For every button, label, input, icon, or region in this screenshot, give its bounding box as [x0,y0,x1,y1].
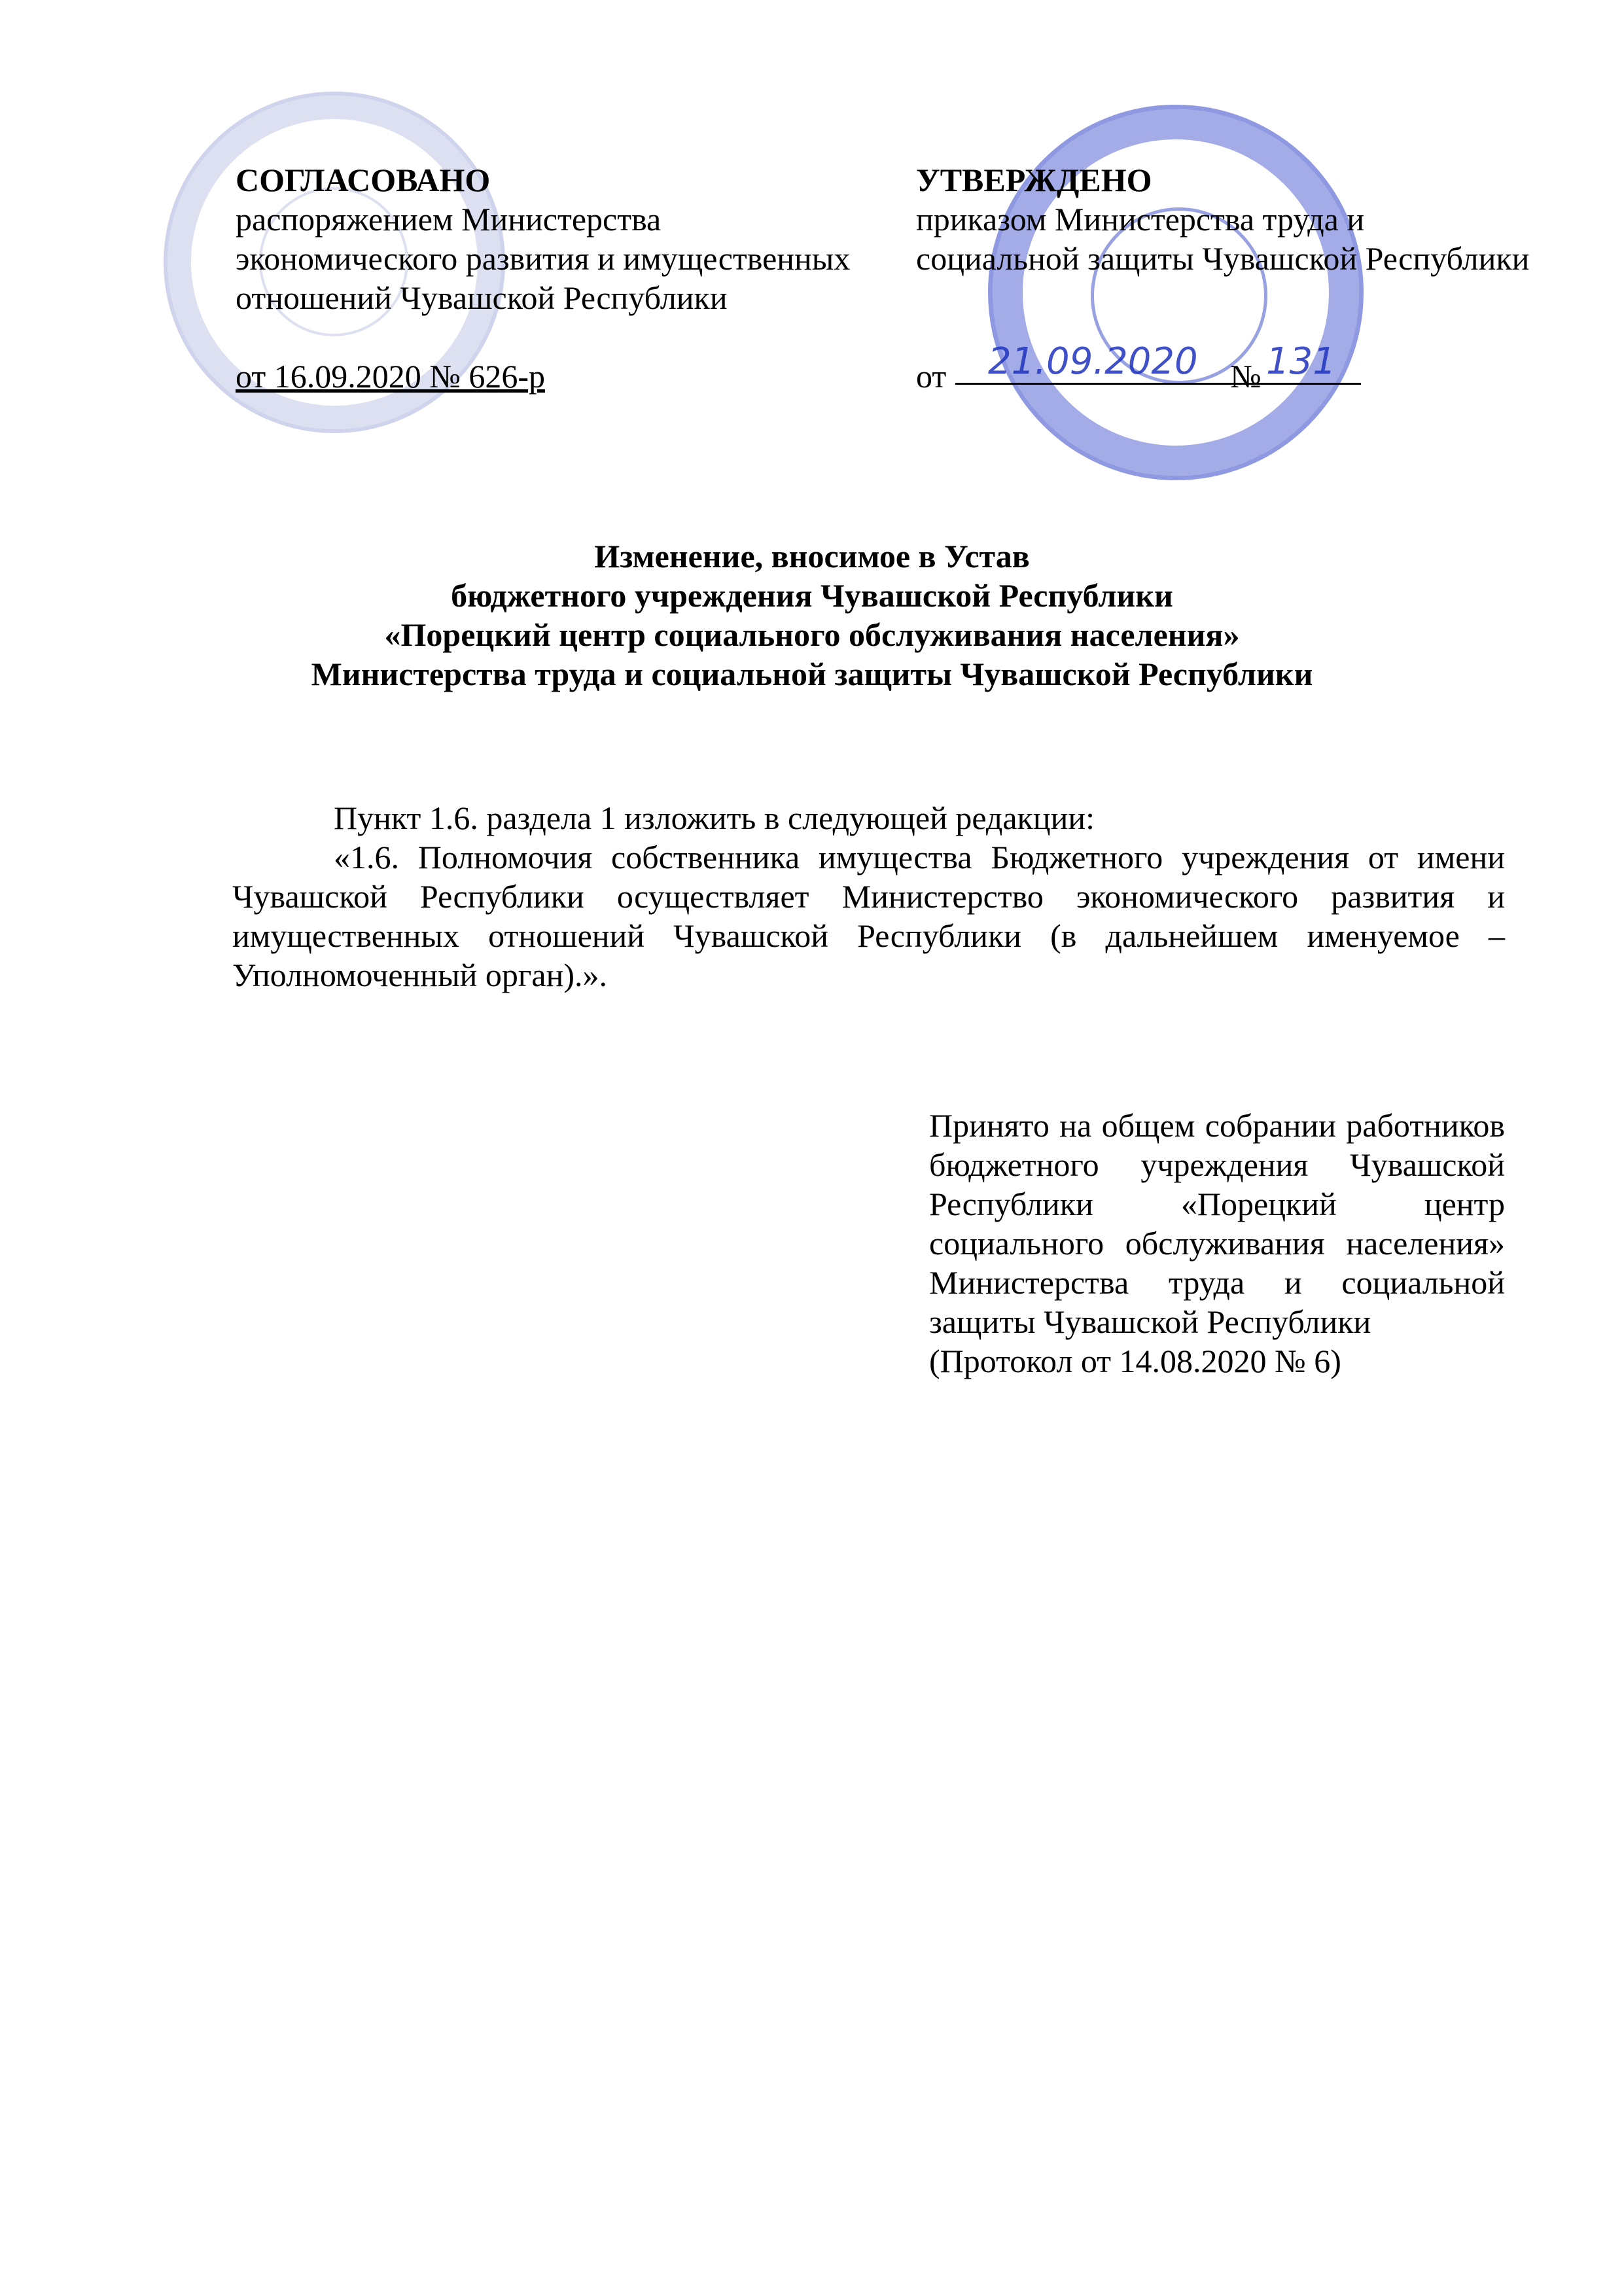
approved-heading: УТВЕРЖДЕНО [916,162,1152,198]
title-line: бюджетного учреждения Чувашской Республики [451,577,1173,614]
handwritten-date: 21.09.2020 [988,340,1198,383]
title-line: Изменение, вносимое в Устав [594,538,1030,574]
agreed-date-line: от 16.09.2020 № 626-р [236,358,546,395]
body-paragraph-1: Пункт 1.6. раздела 1 изложить в следующей редакции: [334,800,1095,836]
approved-from-label: от [916,358,947,395]
title-line: «Порецкий центр социального обслуживания населения» [384,616,1240,653]
agreed-heading: СОГЛАСОВАНО [236,162,491,198]
accepted-block [929,1106,1505,1381]
approved-line: приказом Министерства труда и [916,201,1365,238]
body-text [232,798,1505,995]
handwritten-number: 131 [1266,340,1336,383]
agreed-line: распоряжением Министерства [236,201,662,238]
approved-date-underline [955,383,1361,385]
accepted-protocol: (Протокол от 14.08.2020 № 6) [929,1343,1341,1379]
agreed-block [236,160,850,396]
title-line: Министерства труда и социальной защиты Чувашской Республики [311,656,1313,692]
accepted-text: Принято на общем собрании работников бюджетного учреждения Чувашской Республики «Порецкий центр социального обслуживания населения» Министерства труда и социальной защиты Чувашской Республики [929,1107,1505,1340]
body-paragraph-2: «1.6. Полномочия собственника имущества Бюджетного учреждения от имени Чувашской Республики осуществляет Министерство экономического развития и имущественных отношений Чувашской Республики (в дальнейшем именуемое – Уполномоченный орган).». [232,839,1505,993]
approved-number-label: № [1230,358,1262,395]
agreed-line: экономического развития и имущественных [236,240,851,277]
agreed-line: отношений Чувашской Республики [236,279,728,316]
document-title [0,537,1624,694]
approved-line: социальной защиты Чувашской Республики [916,240,1530,277]
